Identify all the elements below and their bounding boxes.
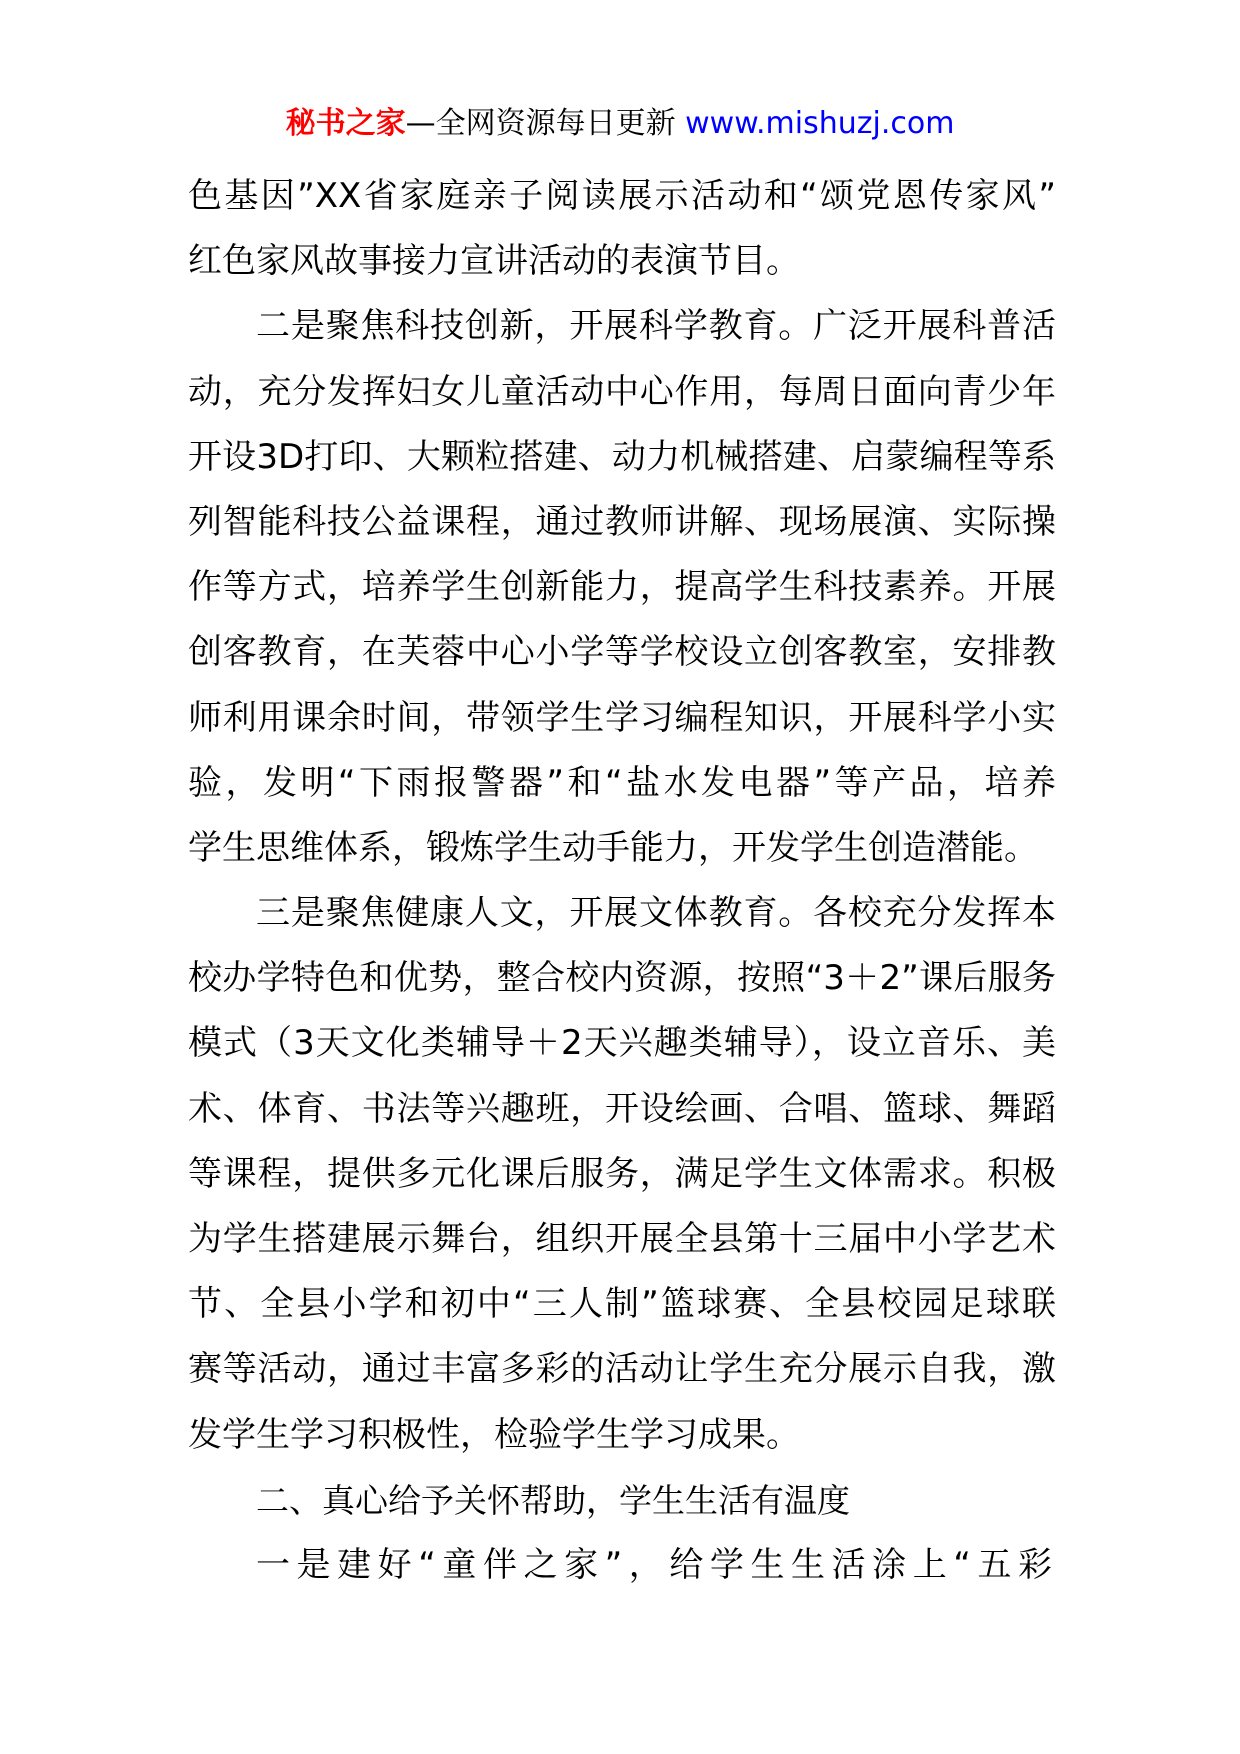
text-line: 校办学特色和优势，整合校内资源，按照“3＋2”课后服务	[188, 958, 1056, 999]
text-line: 色基因”XX省家庭亲子阅读展示活动和“颂党恩传家风”	[188, 176, 1056, 216]
text-line: 发学生学习积极性，检验学生学习成果。	[188, 1414, 800, 1455]
section-heading: 二、真心给予关怀帮助，学生生活有温度	[256, 1480, 850, 1520]
text-line: 为学生搭建展示舞台，组织开展全县第十三届中小学艺术	[188, 1219, 1056, 1259]
text-line: 等课程，提供多元化课后服务，满足学生文体需求。积极	[188, 1153, 1056, 1194]
text-line: 验，发明“下雨报警器”和“盐水发电器”等产品，培养	[188, 762, 1056, 803]
paragraph-start: 二是聚焦科技创新，开展科学教育。广泛开展科普活	[256, 306, 1056, 347]
text-line: 红色家风故事接力宣讲活动的表演节目。	[188, 241, 800, 282]
text-line: 创客教育，在芙蓉中心小学等学校设立创客教室，安排教	[188, 632, 1056, 673]
document-body	[188, 164, 1056, 1598]
text-line: 节、全县小学和初中“三人制”篮球赛、全县校园足球联	[188, 1284, 1056, 1325]
header-slogan: —全网资源每日更新	[405, 106, 676, 141]
text-line: 术、体育、书法等兴趣班，开设绘画、合唱、篮球、舞蹈	[188, 1088, 1056, 1129]
text-line: 模式（3天文化类辅导＋2天兴趣类辅导），设立音乐、美	[188, 1023, 1056, 1064]
paragraph-start: 一是建好“童伴之家”，给学生生活涂上“五彩	[256, 1544, 1056, 1585]
text-line: 学生思维体系，锻炼学生动手能力，开发学生创造潜能。	[188, 827, 1038, 868]
text-line: 列智能科技公益课程，通过教师讲解、现场展演、实际操	[188, 501, 1056, 542]
site-url: www.mishuzj.com	[685, 106, 955, 141]
text-line: 作等方式，培养学生创新能力，提高学生科技素养。开展	[188, 567, 1056, 608]
site-header	[0, 104, 1240, 144]
paragraph-start: 三是聚焦健康人文，开展文体教育。各校充分发挥本	[256, 893, 1056, 934]
text-line: 赛等活动，通过丰富多彩的活动让学生充分展示自我，激	[188, 1349, 1056, 1390]
brand-name: 秘书之家	[285, 106, 406, 141]
text-line: 师利用课余时间，带领学生学习编程知识，开展科学小实	[188, 697, 1056, 738]
text-line: 开设3D打印、大颗粒搭建、动力机械搭建、启蒙编程等系	[188, 436, 1056, 477]
text-line: 动，充分发挥妇女儿童活动中心作用，每周日面向青少年	[188, 371, 1056, 412]
